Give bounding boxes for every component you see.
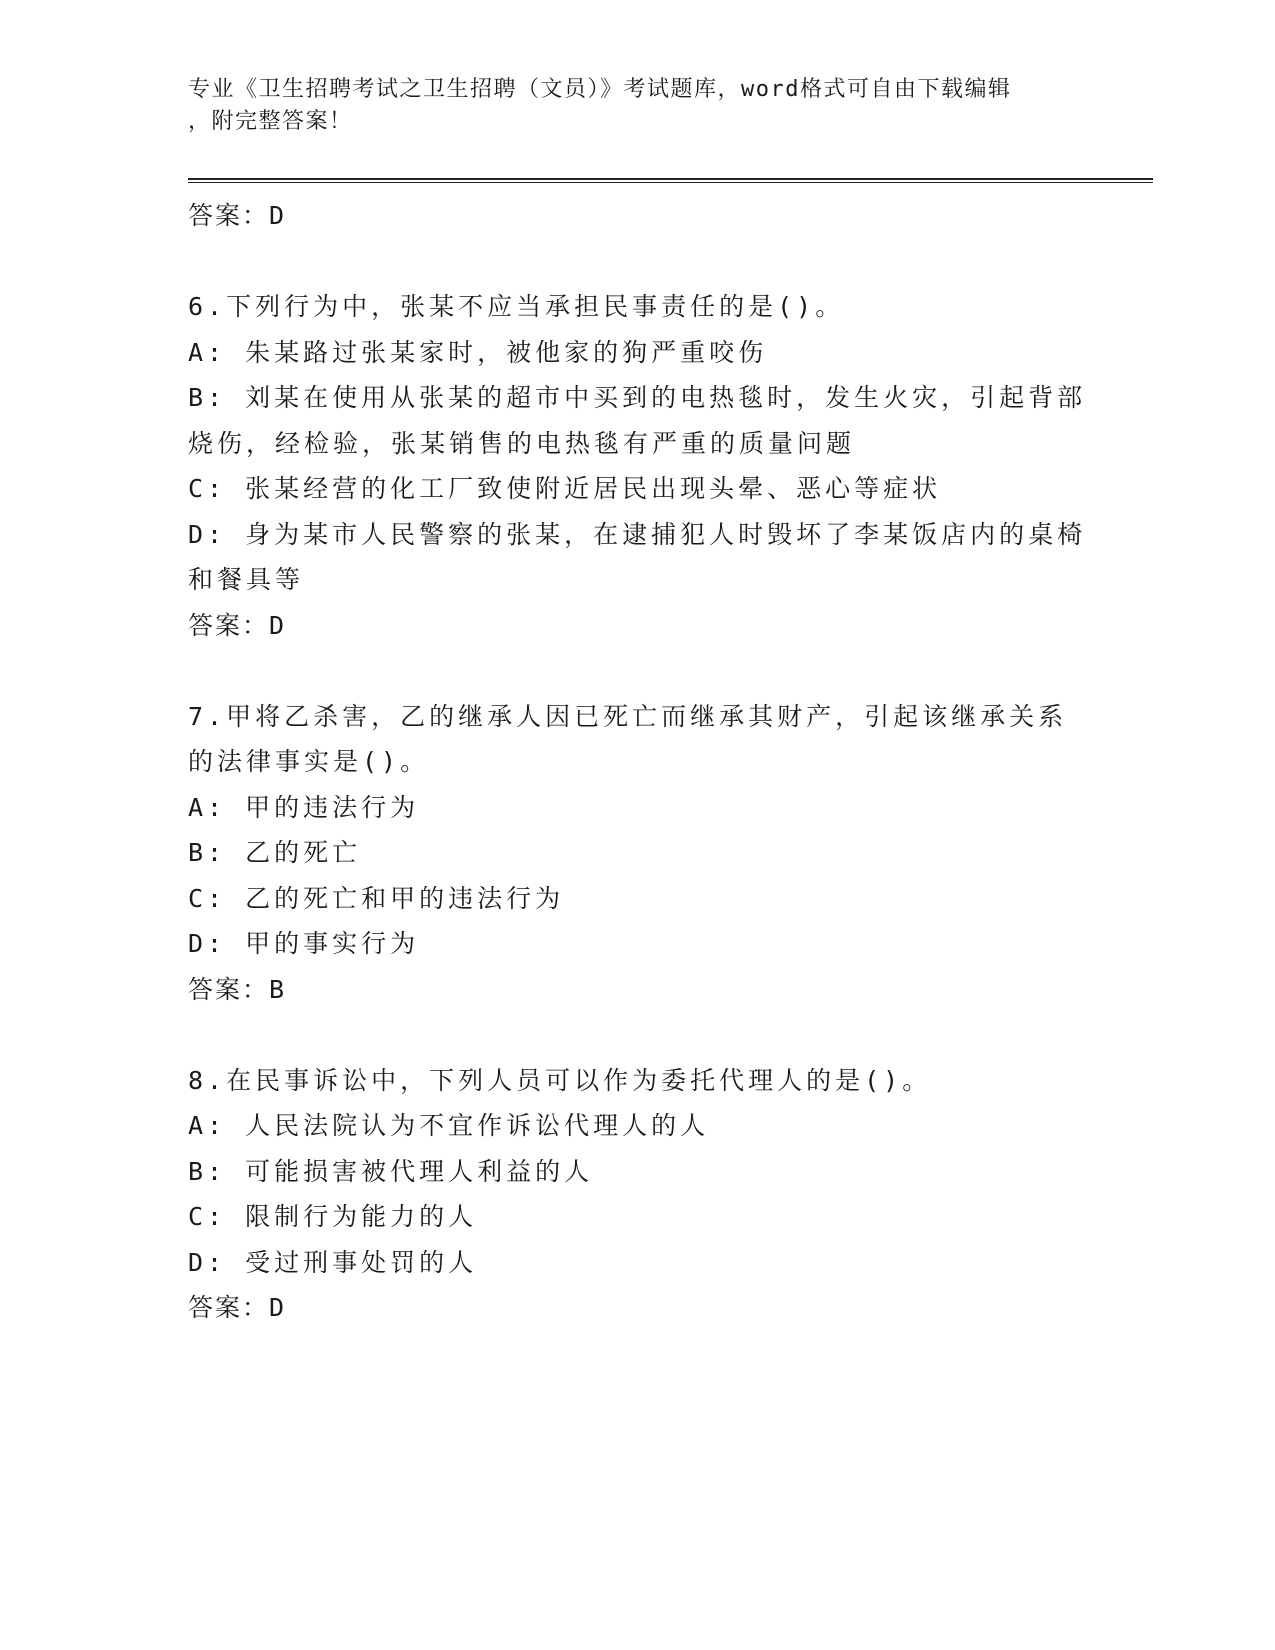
question-stem-continued: 的法律事实是()。 (188, 747, 430, 776)
page-header (188, 74, 1078, 138)
option-c: C: 乙的死亡和甲的违法行为 (188, 883, 565, 913)
option-b-continued: 烧伤，经检验，张某销售的电热毯有严重的质量问题 (188, 428, 856, 458)
answer (188, 967, 1088, 1013)
answer-label: 答案： (188, 1293, 270, 1322)
answer-value: D (269, 610, 287, 640)
question-stem: 8.在民事诉讼中，下列人员可以作为委托代理人的是()。 (188, 1065, 932, 1095)
question-6 (188, 284, 1088, 648)
option-b: B: 刘某在使用从张某的超市中买到的电热毯时，发生火灾，引起背部 (188, 383, 1087, 412)
question-7 (188, 694, 1088, 1013)
prev-answer (188, 193, 1088, 239)
answer-label: 答案： (188, 610, 270, 640)
question-stem: 6.下列行为中，张某不应当承担民事责任的是()。 (188, 292, 845, 321)
answer (188, 1285, 1088, 1331)
option-c: C: 限制行为能力的人 (188, 1202, 478, 1231)
header-divider (188, 178, 1153, 183)
answer-value: D (269, 201, 287, 230)
answer-label: 答案： (188, 201, 270, 230)
option-d: D: 甲的事实行为 (188, 929, 420, 958)
option-c: C: 张某经营的化工厂致使附近居民出现头晕、恶心等症状 (188, 474, 942, 503)
answer-value: B (269, 974, 287, 1004)
option-b: B: 可能损害被代理人利益的人 (188, 1156, 594, 1186)
answer (188, 603, 1088, 649)
answer-value: D (269, 1293, 287, 1322)
header-line-1: 专业《卫生招聘考试之卫生招聘（文员）》考试题库，word格式可自由下载编辑 (188, 77, 1012, 102)
option-d: D: 身为某市人民警察的张某，在逮捕犯人时毁坏了李某饭店内的桌椅 (188, 519, 1087, 549)
option-b: B: 乙的死亡 (188, 838, 362, 867)
answer-label: 答案： (188, 974, 270, 1004)
option-a: A: 朱某路过张某家时，被他家的狗严重咬伤 (188, 337, 768, 367)
option-a: A: 人民法院认为不宜作诉讼代理人的人 (188, 1111, 710, 1140)
option-a: A: 甲的违法行为 (188, 792, 420, 822)
option-d: D: 受过刑事处罚的人 (188, 1247, 478, 1277)
question-8 (188, 1058, 1088, 1331)
option-d-continued: 和餐具等 (188, 565, 305, 594)
question-stem: 7.甲将乙杀害，乙的继承人因已死亡而继承其财产，引起该继承关系 (188, 701, 1068, 731)
question-content (188, 193, 1088, 1331)
header-line-2: ，附完整答案！ (188, 109, 353, 134)
